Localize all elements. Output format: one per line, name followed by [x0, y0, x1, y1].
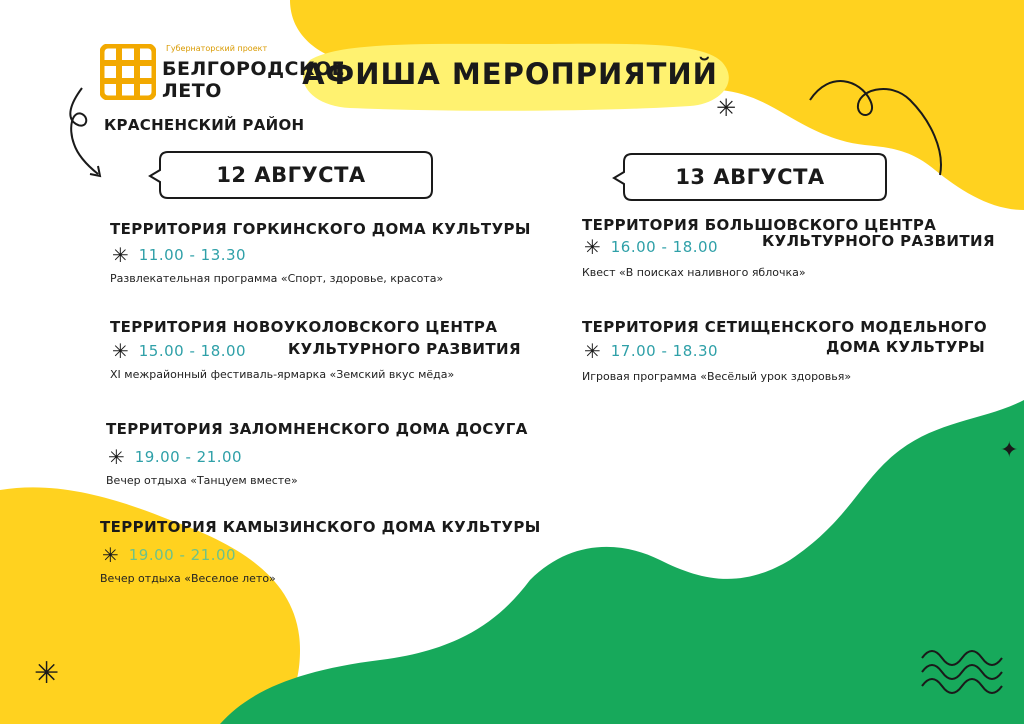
event-time: 19.00 - 21.00 — [134, 448, 243, 466]
page-title: АФИША МЕРОПРИЯТИЙ — [302, 57, 718, 91]
sparkle-icon: ✳ — [584, 339, 601, 363]
event-time: 16.00 - 18.00 — [610, 238, 719, 256]
event-day1-2 — [110, 316, 521, 381]
venue-name-line2: КУЛЬТУРНОГО РАЗВИТИЯ — [288, 340, 521, 358]
event-description: XI межрайонный фестиваль-ярмарка «Земский вкус мёда» — [110, 368, 455, 381]
sparkle-icon: ✳ — [34, 656, 60, 691]
sparkle-icon: ✳ — [584, 235, 601, 259]
event-day1-1 — [110, 218, 531, 285]
event-description: Вечер отдыха «Веселое лето» — [100, 572, 276, 585]
venue-name: ТЕРРИТОРИЯ ГОРКИНСКОГО ДОМА КУЛЬТУРЫ — [110, 220, 531, 238]
sparkle-icon: ✳ — [112, 339, 129, 363]
sparkle-icon: ✳ — [716, 94, 737, 122]
wave-lines-icon — [918, 624, 1018, 704]
event-day2-1 — [582, 214, 995, 279]
event-description: Вечер отдыха «Танцуем вместе» — [106, 474, 298, 487]
date-day2: 13 АВГУСТА — [675, 165, 825, 189]
brand-line-1: БЕЛГОРОДСКОЕ — [162, 58, 346, 80]
brand-line-2: ЛЕТО — [162, 80, 222, 102]
page-title-block — [300, 42, 720, 106]
event-time: 19.00 - 21.00 — [128, 546, 237, 564]
venue-name-line2: ДОМА КУЛЬТУРЫ — [826, 338, 986, 356]
event-day2-2 — [582, 316, 987, 383]
venue-name: ТЕРРИТОРИЯ СЕТИЩЕНСКОГО МОДЕЛЬНОГО — [582, 318, 987, 336]
project-label: Губернаторский проект — [166, 44, 268, 53]
venue-name: ТЕРРИТОРИЯ КАМЫЗИНСКОГО ДОМА КУЛЬТУРЫ — [100, 518, 541, 536]
sparkle-icon: ✳ — [102, 543, 119, 567]
event-description: Квест «В поисках наливного яблочка» — [582, 266, 806, 279]
date-bubble-day2 — [610, 150, 890, 204]
date-bubble-day1 — [146, 148, 436, 202]
venue-name: ТЕРРИТОРИЯ НОВОУКОЛОВСКОГО ЦЕНТРА — [110, 318, 498, 336]
event-time: 11.00 - 13.30 — [138, 246, 247, 264]
event-day1-4 — [100, 516, 541, 585]
sparkle-icon: ✳ — [108, 445, 125, 469]
venue-name-line2: КУЛЬТУРНОГО РАЗВИТИЯ — [762, 232, 995, 250]
logo-icon — [100, 44, 156, 100]
sparkle-icon: ✳ — [112, 243, 129, 267]
sparkle-icon: ✦ — [1000, 438, 1019, 463]
event-day1-3 — [106, 418, 528, 487]
event-description: Игровая программа «Весёлый урок здоровья» — [582, 370, 852, 383]
venue-name: ТЕРРИТОРИЯ ЗАЛОМНЕНСКОГО ДОМА ДОСУГА — [106, 420, 528, 438]
district-label: КРАСНЕНСКИЙ РАЙОН — [104, 116, 305, 134]
event-time: 17.00 - 18.30 — [610, 342, 719, 360]
event-time: 15.00 - 18.00 — [138, 342, 247, 360]
venue-name: ТЕРРИТОРИЯ БОЛЬШОВСКОГО ЦЕНТРА — [582, 216, 937, 234]
date-day1: 12 АВГУСТА — [216, 163, 366, 187]
event-description: Развлекательная программа «Спорт, здоровье, красота» — [110, 272, 444, 285]
